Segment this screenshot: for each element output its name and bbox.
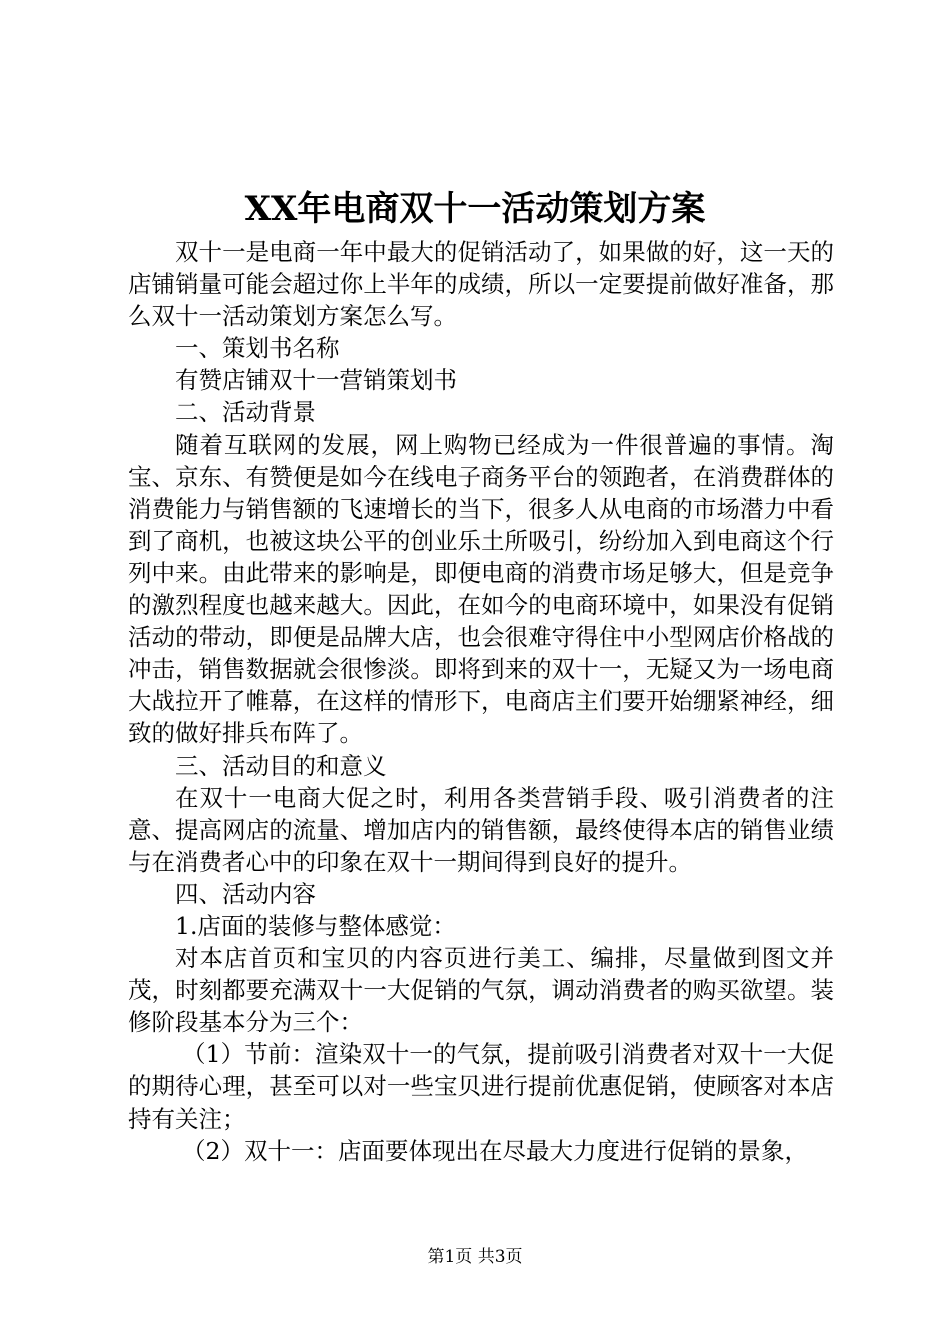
list-item-double-eleven: （2）双十一：店面要体现出在尽最大力度进行促销的景象， xyxy=(182,1136,808,1165)
page-footer: 第1页 共3页 xyxy=(427,1247,523,1267)
heading-background: 二、活动背景 xyxy=(175,398,316,427)
heading-purpose: 三、活动目的和意义 xyxy=(175,751,387,780)
document-body xyxy=(128,236,834,1167)
paragraph-intro: 双十一是电商一年中最大的促销活动了，如果做的好，这一天的店铺销量可能会超过你上半年的成绩，所以一定要提前做好准备，那么双十一活动策划方案怎么写。 xyxy=(128,238,834,331)
paragraph-decoration: 对本店首页和宝贝的内容页进行美工、编排，尽量做到图文并茂，时刻都要充满双十一大促销的气氛，调动消费者的购买欲望。装修阶段基本分为三个： xyxy=(128,944,834,1037)
heading-content: 四、活动内容 xyxy=(175,879,316,908)
heading-plan-name: 一、策划书名称 xyxy=(175,334,340,363)
document-title: XX年电商双十一活动策划方案 xyxy=(244,189,706,229)
paragraph-purpose: 在双十一电商大促之时，利用各类营销手段、吸引消费者的注意、提高网店的流量、增加店内的销售额，最终使得本店的销售业绩与在消费者心中的印象在双十一期间得到良好的提升。 xyxy=(128,783,834,876)
paragraph-background: 随着互联网的发展，网上购物已经成为一件很普遍的事情。淘宝、京东、有赞便是如今在线电子商务平台的领跑者，在消费群体的消费能力与销售额的飞速增长的当下，很多人从电商的市场潜力中看到了商机，也被这块公平的创业乐土所吸引，纷纷加入到电商这个行列中来。由此带来的影响是，即便电商的消费市场足够大，但是竞争的激烈程度也越来越大。因此，在如今的电商环境中，如果没有促销活动的带动，即便是品牌大店，也会很难守得住中小型网店价格战的冲击，销售数据就会很惨淡。即将到来的双十一，无疑又为一场电商大战拉开了帷幕，在这样的情形下，电商店主们要开始绷紧神经，细致的做好排兵布阵了。 xyxy=(128,430,834,748)
list-item-pre-festival: （1）节前：渲染双十一的气氛，提前吸引消费者对双十一大促的期待心理，甚至可以对一些宝贝进行提前优惠促销，使顾客对本店持有关注； xyxy=(128,1040,834,1133)
paragraph-plan-name: 有赞店铺双十一营销策划书 xyxy=(175,366,457,395)
subheading-decoration: 1.店面的装修与整体感觉： xyxy=(175,911,456,940)
